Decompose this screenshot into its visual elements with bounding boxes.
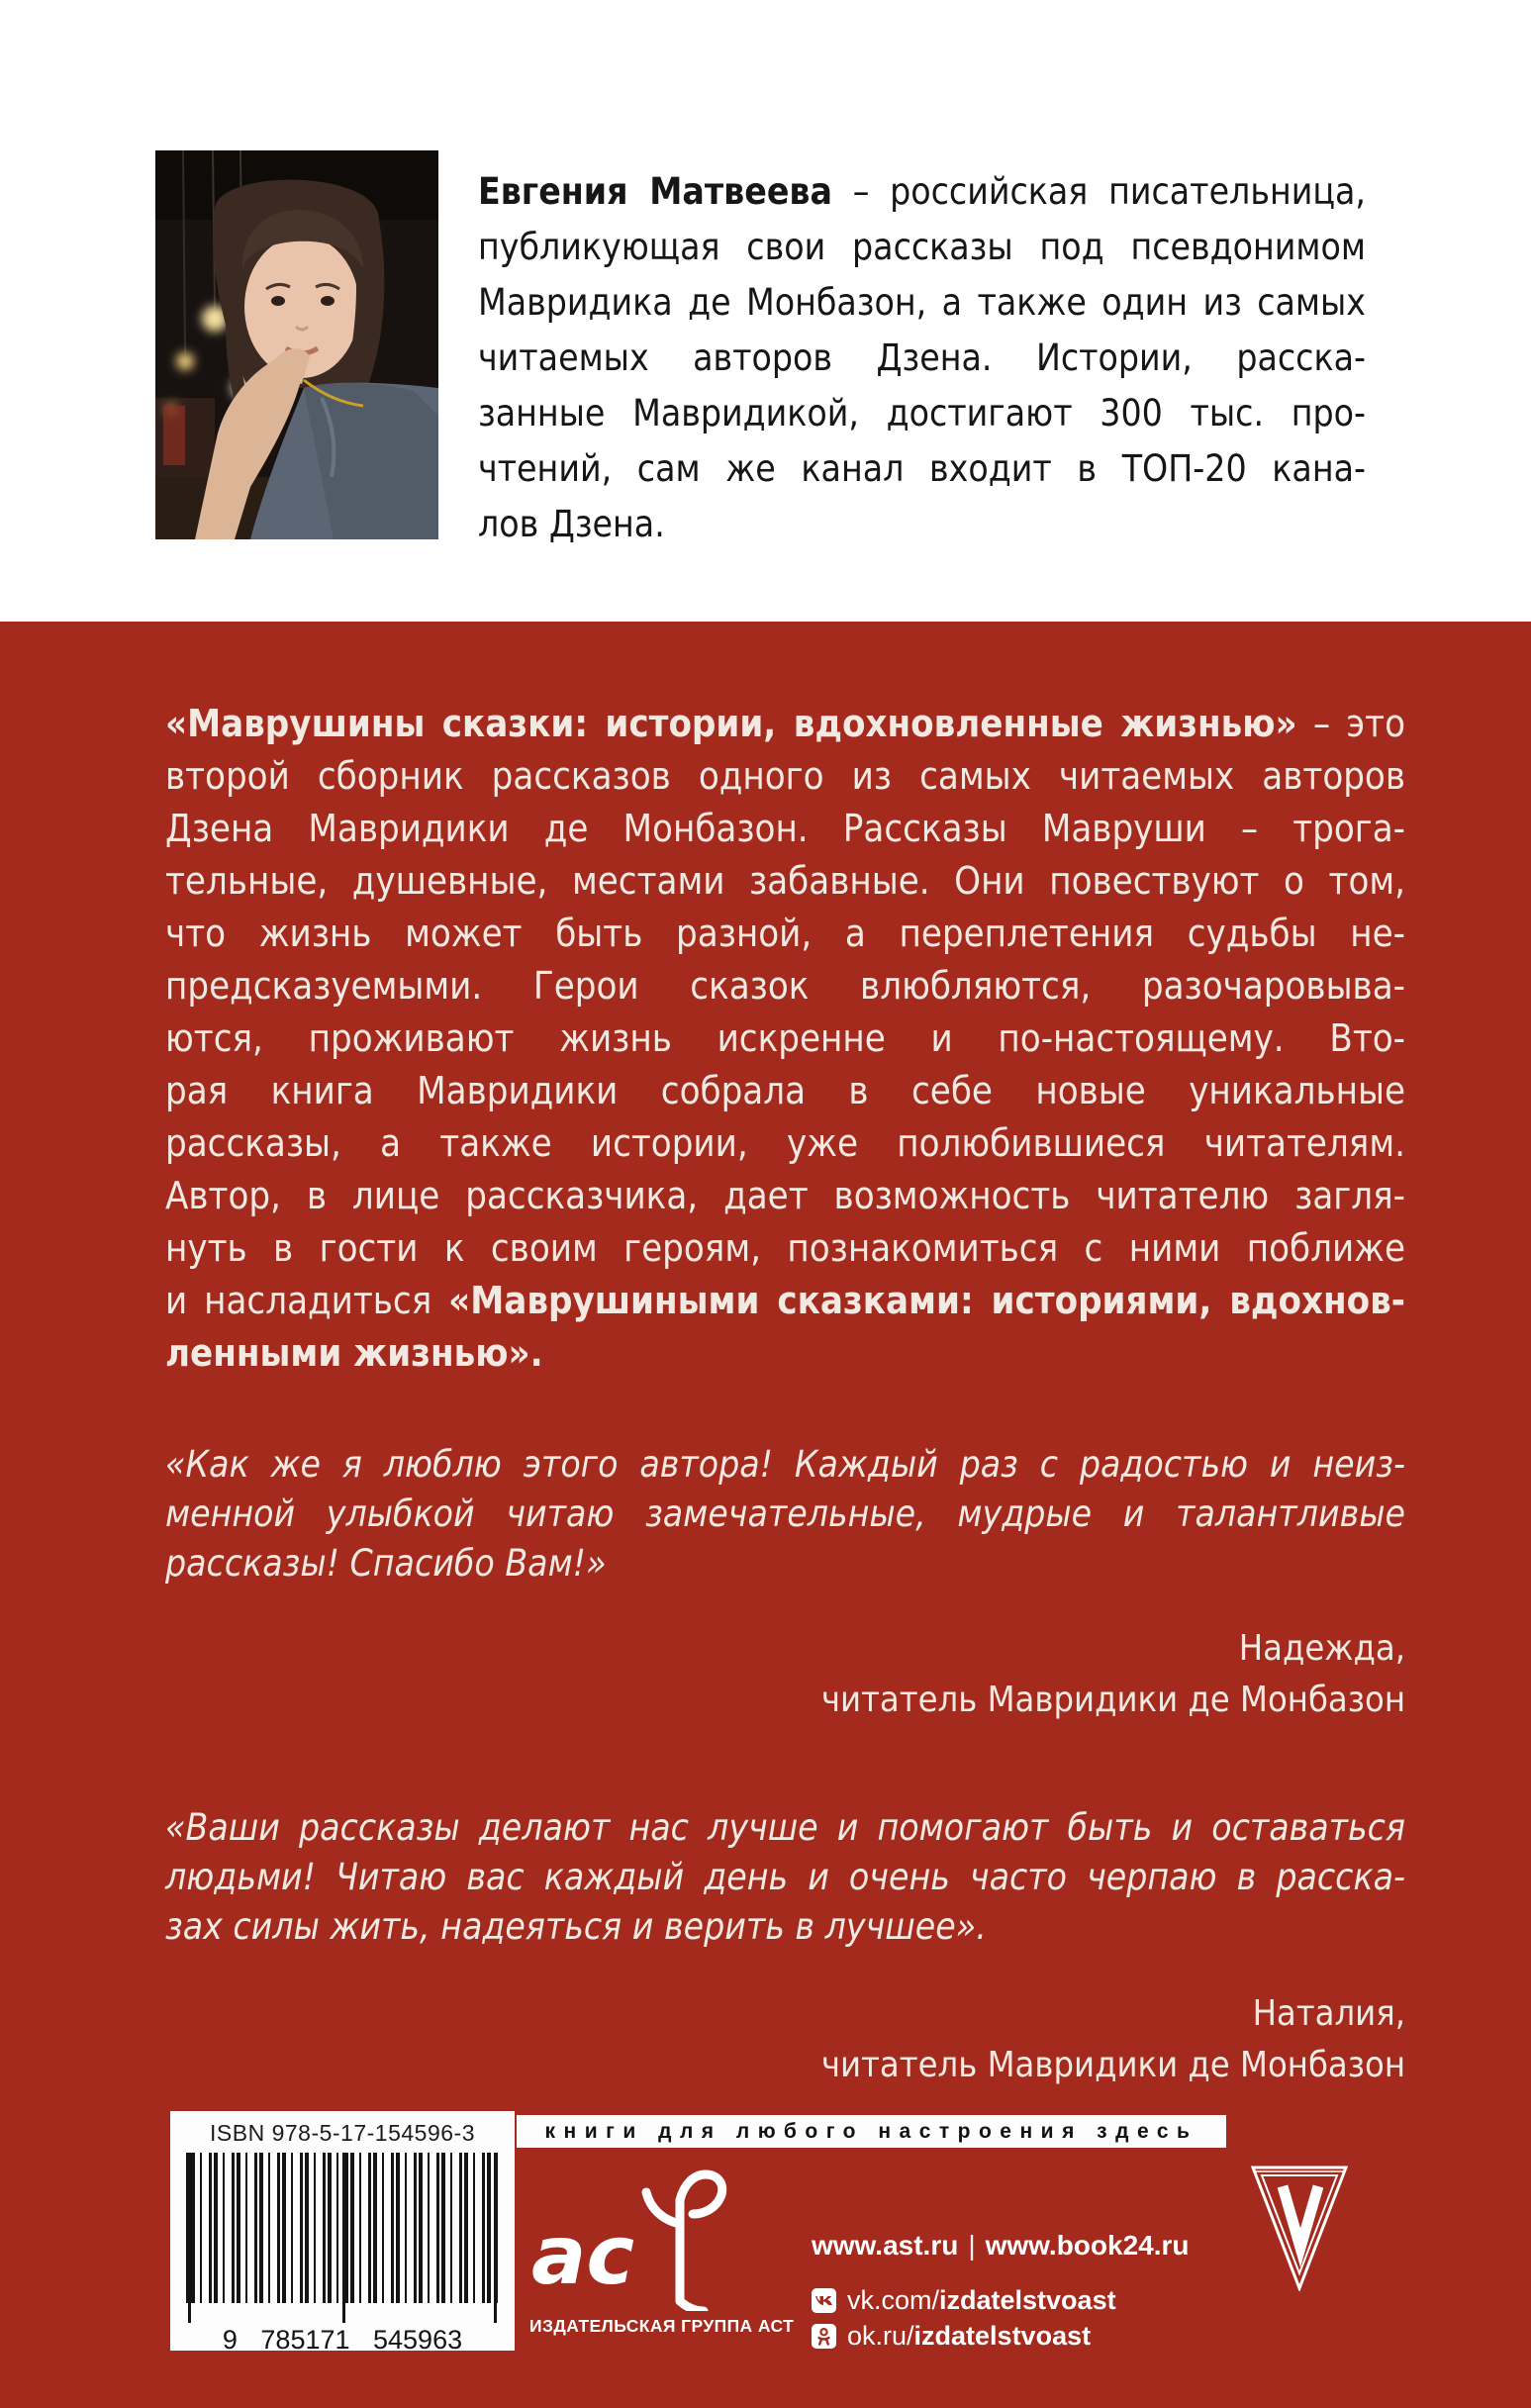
bio-line: читаемых авторов Дзена. Истории, расска- bbox=[478, 337, 1366, 379]
annotation-line: Дзена Мавридики де Монбазон. Рассказы Мавруши – трога- bbox=[165, 807, 1405, 850]
quote-line: рассказы! Спасибо Вам!» bbox=[165, 1542, 607, 1585]
vk-link-text: vk.com/izdatelstvoast bbox=[847, 2285, 1116, 2315]
isbn-barcode-box bbox=[170, 2111, 515, 2355]
svg-text:ас: ас bbox=[531, 2209, 634, 2303]
reader-quote-2 bbox=[165, 1803, 1405, 1952]
ok-link-text: ok.ru/izdatelstvoast bbox=[847, 2321, 1092, 2351]
barcode-guard-bar bbox=[494, 2153, 497, 2323]
quote-line: людьми! Читаю вас каждый день и очень часто черпаю в расска- bbox=[165, 1856, 1405, 1898]
quote-2-signature bbox=[165, 1988, 1405, 2091]
v-pennant-icon bbox=[1250, 2165, 1349, 2291]
signature-name: Наталия, bbox=[1252, 1993, 1405, 2034]
author-name: Евгения Матвеева bbox=[478, 170, 832, 213]
annotation-line: «Маврушины сказки: истории, вдохновленные жизнью» – это bbox=[165, 702, 1405, 745]
websites-line bbox=[812, 2230, 1227, 2262]
barcode-guard-bar bbox=[188, 2153, 191, 2323]
annotation-line: ленными жизнью». bbox=[165, 1331, 543, 1375]
quote-line: зах силы жить, надеяться и верить в лучшее». bbox=[165, 1905, 987, 1948]
quote-line: менной улыбкой читаю замечательные, мудрые и талантливые bbox=[165, 1493, 1405, 1535]
ok-link-row bbox=[812, 2321, 1227, 2352]
author-bio bbox=[478, 164, 1366, 552]
bio-line: занные Мавридикой, достигают 300 тыс. про- bbox=[478, 392, 1366, 434]
quote-1-signature bbox=[165, 1623, 1405, 1726]
v-pennant-logo bbox=[1250, 2165, 1349, 2291]
bio-line: лов Дзена. bbox=[478, 503, 665, 545]
site-divider: | bbox=[968, 2230, 976, 2261]
ast-logo bbox=[529, 2163, 772, 2311]
ast-logo-icon bbox=[529, 2163, 772, 2311]
annotation-line: нуть в гости к своим героям, познакомиться с ними поближе bbox=[165, 1226, 1405, 1270]
annotation-line: второй сборник рассказов одного из самых читаемых авторов bbox=[165, 754, 1405, 798]
author-photo-illustration bbox=[155, 150, 438, 539]
quote-line: «Ваши рассказы делают нас лучше и помогают быть и оставаться bbox=[165, 1806, 1405, 1849]
vk-link-row bbox=[812, 2285, 1227, 2316]
barcode-digits: 9 785171 545963 bbox=[222, 2325, 463, 2355]
book-title-mention: «Маврушиными сказками: историями, вдохнов- bbox=[448, 1279, 1405, 1322]
book-annotation bbox=[165, 698, 1405, 1380]
signature-role: читатель Мавридики де Монбазон bbox=[820, 2045, 1405, 2085]
bio-line: Мавридика де Монбазон, а также один из самых bbox=[478, 281, 1366, 324]
annotation-line: тельные, душевные, местами забавные. Они повествуют о том, bbox=[165, 859, 1405, 903]
signature-role: читатель Мавридики де Монбазон bbox=[820, 1680, 1405, 1720]
signature-name: Надежда, bbox=[1238, 1628, 1405, 1669]
annotation-line: рая книга Мавридики собрала в себе новые уникальные bbox=[165, 1069, 1405, 1112]
barcode bbox=[186, 2153, 499, 2303]
annotation-line: ются, проживают жизнь искренне и по-настоящему. Вто- bbox=[165, 1016, 1405, 1060]
site-book24: www.book24.ru bbox=[985, 2230, 1190, 2261]
annotation-line: рассказы, а также истории, уже полюбившиеся читателям. bbox=[165, 1121, 1405, 1165]
annotation-line: Автор, в лице рассказчика, дает возможность читателю загля- bbox=[165, 1174, 1405, 1217]
bio-line: чтений, сам же канал входит в ТОП-20 кана- bbox=[478, 447, 1366, 490]
annotation-line: предсказуемыми. Герои сказок влюбляются, разочаровыва- bbox=[165, 964, 1405, 1008]
reader-quote-1 bbox=[165, 1440, 1405, 1589]
site-ast: www.ast.ru bbox=[812, 2230, 959, 2261]
annotation-line: и насладиться «Маврушиными сказками: историями, вдохнов- bbox=[165, 1279, 1405, 1322]
publisher-links bbox=[812, 2230, 1227, 2357]
quote-line: «Как же я люблю этого автора! Каждый раз с радостью и неиз- bbox=[165, 1443, 1405, 1486]
publisher-caption: ИЗДАТЕЛЬСКАЯ ГРУППА АСТ bbox=[529, 2316, 795, 2336]
isbn-number: ISBN 978-5-17-154596-3 bbox=[210, 2120, 475, 2146]
bio-line: публикующая свои рассказы под псевдонимом bbox=[478, 226, 1366, 268]
slogan-band: книги для любого настроения здесь bbox=[517, 2115, 1226, 2148]
barcode-guard-bar bbox=[342, 2153, 345, 2323]
red-panel bbox=[0, 622, 1531, 2408]
annotation-line: что жизнь может быть разной, а переплетения судьбы не- bbox=[165, 912, 1405, 955]
bio-line: Евгения Матвеева – российская писательница, bbox=[478, 170, 1366, 213]
ok-icon bbox=[812, 2324, 836, 2349]
author-photo bbox=[155, 150, 438, 539]
book-title: «Маврушины сказки: истории, вдохновленные жизнью» bbox=[165, 702, 1297, 745]
vk-icon bbox=[812, 2288, 836, 2313]
